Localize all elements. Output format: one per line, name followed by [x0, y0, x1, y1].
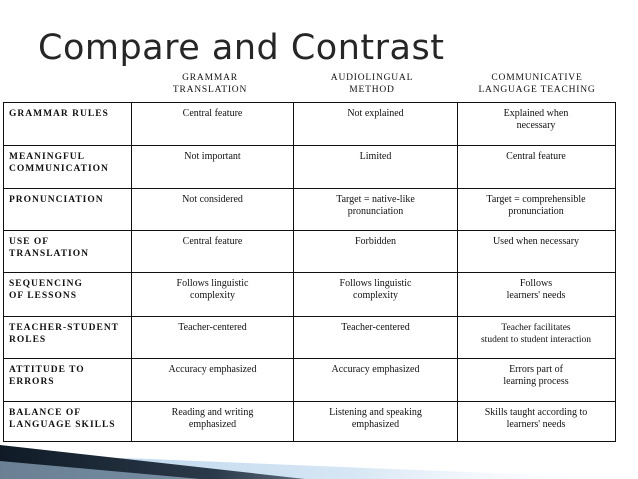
column-header-grammar-translation: GRAMMAR TRANSLATION — [172, 73, 248, 95]
table-cell: Errors part of learning process — [503, 364, 569, 387]
comparison-table — [3, 102, 616, 442]
table-cell: Accuracy emphasized — [331, 364, 420, 375]
table-cell: Teacher-centered — [178, 322, 247, 333]
table-cell: Limited — [359, 151, 392, 162]
row-label-meaningful-communication: MEANINGFUL COMMUNICATION — [9, 152, 109, 174]
column-header-audiolingual-method: AUDIOLINGUAL METHOD — [330, 73, 414, 95]
table-row — [4, 230, 615, 272]
table-cell: Not important — [184, 151, 241, 162]
table-cell: Accuracy emphasized — [168, 364, 257, 375]
column-header-communicative-language-teaching: COMMUNICATIVE LANGUAGE TEACHING — [478, 73, 596, 95]
slide-title: Compare and Contrast — [38, 28, 445, 68]
table-row — [4, 145, 615, 188]
row-label-use-of-translation: USE OF TRANSLATION — [9, 237, 89, 259]
table-cell: Target = comprehensible pronunciation — [486, 194, 586, 217]
table-row — [4, 316, 615, 358]
table-cell: Reading and writing emphasized — [171, 407, 254, 430]
table-cell: Central feature — [506, 151, 566, 162]
table-cell: Used when necessary — [492, 236, 580, 247]
table-cell: Target = native-like pronunciation — [336, 194, 415, 217]
table-cell: Skills taught according to learners' needs — [484, 407, 588, 430]
table-row — [4, 272, 615, 316]
row-label-teacher-student-roles: TEACHER-STUDENT ROLES — [9, 323, 120, 345]
decorative-footer-stripe — [0, 445, 638, 479]
table-cell: Central feature — [182, 236, 243, 247]
table-cell: Explained when necessary — [503, 108, 569, 131]
table-cell: Follows linguistic complexity — [176, 278, 249, 301]
table-row — [4, 103, 615, 145]
table-cell: Follows learners' needs — [506, 278, 566, 301]
table-cell: Not explained — [347, 108, 404, 119]
row-label-balance-of-language-skills: BALANCE OF LANGUAGE SKILLS — [9, 408, 116, 430]
table-row — [4, 188, 615, 230]
row-label-attitude-to-errors: ATTITUDE TO ERRORS — [9, 365, 85, 387]
table-cell: Teacher-centered — [341, 322, 410, 333]
row-label-pronunciation: PRONUNCIATION — [9, 195, 104, 205]
table-cell: Central feature — [182, 108, 243, 119]
table-row — [4, 401, 615, 441]
table-cell: Forbidden — [354, 236, 397, 247]
table-cell: Teacher facilitates student to student interaction — [480, 323, 592, 345]
table-cell: Not considered — [182, 194, 243, 205]
table-cell: Follows linguistic complexity — [339, 278, 412, 301]
row-label-sequencing-of-lessons: SEQUENCING OF LESSONS — [9, 279, 83, 301]
table-cell: Listening and speaking emphasized — [329, 407, 422, 430]
row-label-grammar-rules: GRAMMAR RULES — [9, 109, 109, 119]
table-row — [4, 358, 615, 401]
